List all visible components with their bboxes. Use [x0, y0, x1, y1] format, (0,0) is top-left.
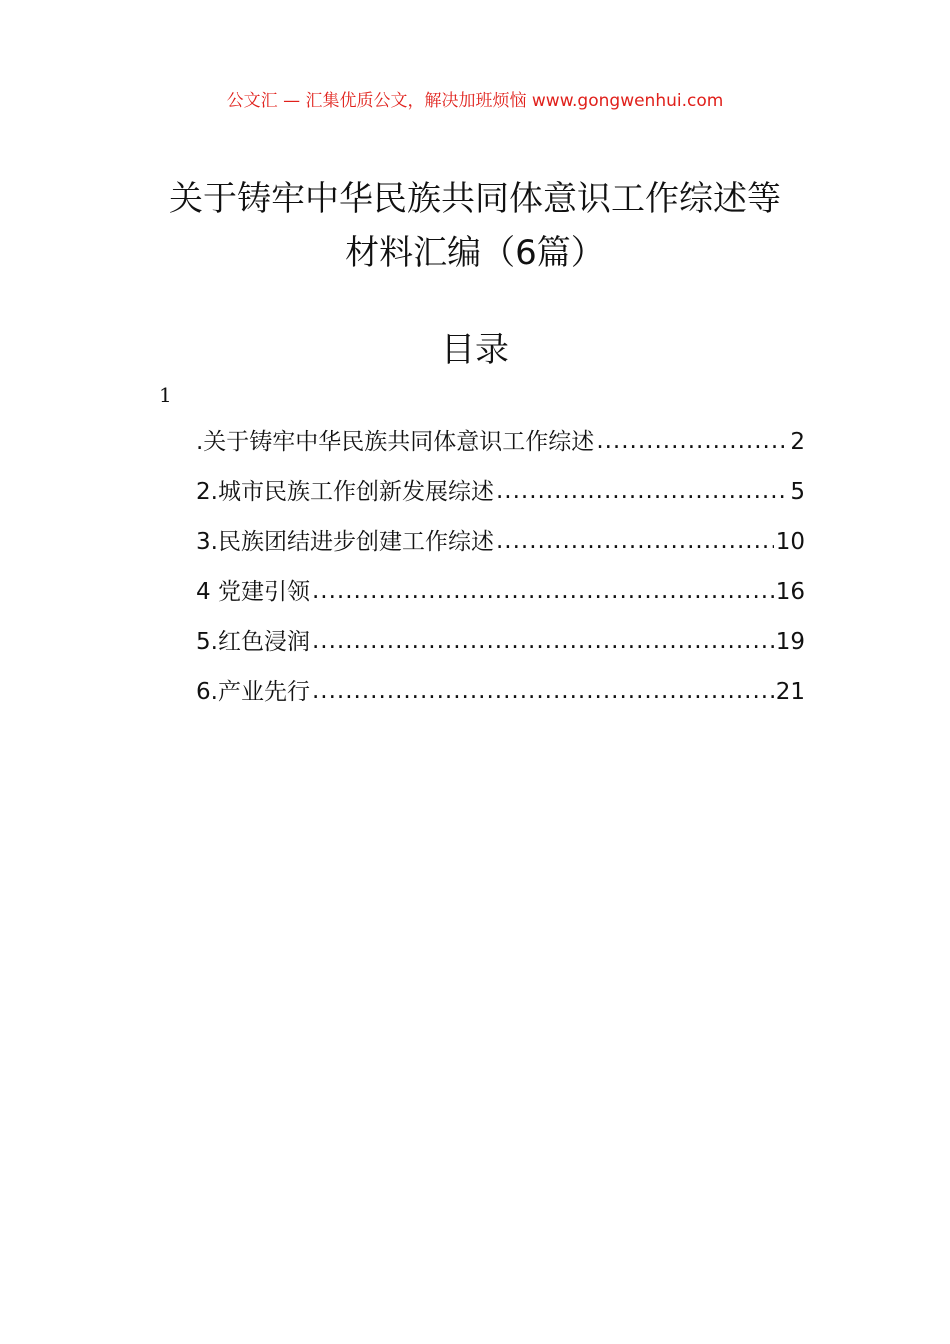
toc-dot-leader: [312, 678, 774, 704]
toc-item-label: .关于铸牢中华民族共同体意识工作综述: [196, 429, 595, 455]
toc-item-label: 6.产业先行: [196, 679, 310, 705]
toc-item-5[interactable]: [196, 623, 805, 673]
toc-item-4[interactable]: [196, 573, 805, 623]
toc-item-label: 4 党建引领: [196, 579, 310, 605]
toc-item-label: 2.城市民族工作创新发展综述: [196, 479, 494, 505]
toc-heading: 目录: [441, 330, 509, 370]
toc-dot-leader: [496, 478, 788, 504]
toc-item-label: 5.红色浸润: [196, 629, 310, 655]
toc-item-6[interactable]: [196, 673, 805, 723]
toc-item-page: 16: [775, 579, 805, 605]
toc-dot-leader: [312, 628, 774, 654]
toc-item-1[interactable]: [196, 423, 805, 473]
toc-item-page: 21: [775, 679, 805, 705]
toc-item-page: 2: [790, 429, 805, 455]
toc-item-page: 10: [775, 529, 805, 555]
toc-stray-number: 1: [159, 383, 172, 407]
toc-dot-leader: [596, 428, 788, 454]
toc-list: [196, 423, 805, 723]
toc-item-label: 3.民族团结进步创建工作综述: [196, 529, 494, 555]
document-title: [100, 172, 850, 280]
toc-item-2[interactable]: [196, 473, 805, 523]
site-header-banner: 公文汇 — 汇集优质公文，解决加班烦恼 www.gongwenhui.com: [226, 91, 724, 111]
toc-item-3[interactable]: [196, 523, 805, 573]
toc-item-page: 5: [790, 479, 805, 505]
document-title-line-2: 材料汇编（6篇）: [345, 233, 605, 273]
toc-dot-leader: [496, 528, 774, 554]
toc-dot-leader: [312, 578, 774, 604]
toc-item-page: 19: [775, 629, 805, 655]
document-title-line-1: 关于铸牢中华民族共同体意识工作综述等: [169, 179, 781, 219]
